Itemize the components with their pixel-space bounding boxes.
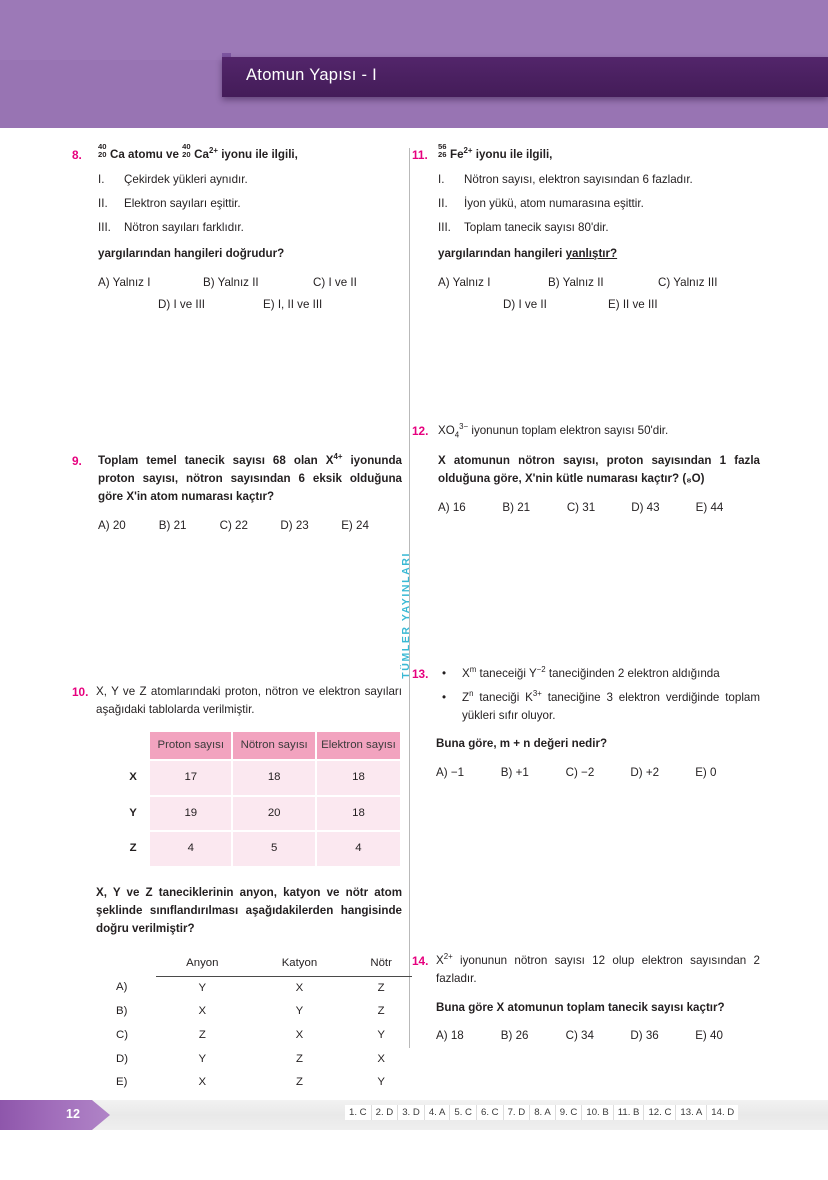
roman-label: I. [98,172,105,186]
column-header-proton: Proton sayısı [149,731,232,760]
answer-key-item: 12. C [644,1105,676,1120]
matrix-corner-cell [112,952,156,976]
option-e[interactable]: E) I, II ve III [263,297,323,311]
question-14-text-pre: X [436,953,444,967]
table-row [118,831,401,867]
option-b[interactable]: B) +1 [500,765,529,779]
row-label: Y [129,806,137,819]
option-e[interactable]: E) 40 [695,1029,723,1043]
option-d[interactable]: D) 23 [280,518,309,532]
option-b[interactable]: B) 21 [158,518,187,532]
bullet-text-pre: X [462,666,470,680]
answer-key-item: 14. D [707,1105,738,1120]
question-11-options-row-2 [438,296,760,314]
bullet-item [436,665,760,683]
answer-key-item: 1. C [345,1105,372,1120]
matrix-row-label: D) [116,1052,129,1065]
roman-item [438,219,760,237]
question-11-ask-emphasis: yanlıştır? [565,246,618,260]
cell-proton: 19 [149,796,232,832]
bullet-text-mid: taneciği K [473,690,533,704]
question-9-superscript: 4+ [333,451,343,461]
isotope-mass-number: 40 [98,142,107,152]
matrix-cell-katyon: X [295,981,304,994]
matrix-header-katyon: Katyon [249,952,351,976]
matrix-cell-notr: X [377,1052,385,1065]
question-12 [412,422,760,517]
option-e[interactable]: E) 24 [341,518,369,532]
header-fade [0,112,828,128]
isotope-atomic-number-2: 20 [182,150,191,160]
bullet-dot-icon: • [442,666,447,680]
option-c[interactable]: C) 31 [566,500,596,514]
cell-neutron: 20 [232,796,315,832]
question-11-stem [438,142,760,164]
column-header-neutron: Nötron sayısı [232,731,315,760]
page-title: Atomun Yapısı - I [246,66,378,84]
cell-neutron: 18 [232,760,315,796]
isotope-ca-40 [98,142,125,164]
bullet-text-post: taneciğinden 2 elektron aldığında [545,666,720,680]
page-number-badge [0,1100,110,1130]
option-a[interactable]: A) 18 [436,1029,464,1043]
answer-key-item: 13. A [676,1105,707,1120]
option-b[interactable]: B) 26 [500,1029,529,1043]
roman-text: Toplam tanecik sayısı 80'dir. [464,220,609,234]
option-a[interactable]: A) −1 [436,765,465,779]
question-14-ask: Buna göre X atomunun toplam tanecik sayısı kaçtır? [436,1000,725,1014]
question-8-stem-mid: atomu ve [124,148,183,161]
cell-proton: 4 [149,831,232,867]
matrix-row-option-a[interactable] [112,976,412,1000]
question-11-ask-prefix: yargılarından hangileri [438,246,566,260]
question-8-ask: yargılarından hangileri doğrudur? [98,246,285,260]
isotope-fe-56 [438,142,464,164]
option-b[interactable]: B) Yalnız II [203,275,259,289]
question-9-number: 9. [72,453,82,468]
matrix-header-anyon: Anyon [156,952,249,976]
answer-key-item: 11. B [614,1105,645,1120]
question-9 [72,452,402,535]
roman-text: Elektron sayıları eşittir. [124,196,241,210]
question-8-number: 8. [72,148,82,162]
question-8-options-row-1 [98,274,402,292]
cell-electron: 4 [316,831,401,867]
question-12-intro [438,422,760,440]
question-14-text-post: iyonunun nötron sayısı 12 olup elektron sayısından 2 fazladır. [436,953,760,985]
isotope-mass-number: 56 [438,142,447,152]
classification-option-matrix [112,952,412,1095]
answer-key-item: 5. C [450,1105,477,1120]
bullet-superscript-2: −2 [536,664,546,674]
isotope-atomic-number: 20 [98,150,107,160]
option-d[interactable]: D) I ve II [503,297,547,311]
roman-item [438,195,760,213]
question-9-text-a: Toplam temel tanecik sayısı 68 olan X [98,453,334,467]
header-band-top [0,0,828,60]
roman-item [98,171,402,189]
option-a[interactable]: A) Yalnız I [438,275,491,289]
question-12-formula-base: XO [438,423,455,437]
question-12-options [438,499,760,517]
page-number: 12 [66,1107,80,1121]
matrix-header-row [112,952,412,976]
question-8-stem [98,142,402,164]
answer-key-item: 3. D [398,1105,425,1120]
matrix-row-option-d[interactable] [112,1048,412,1072]
roman-text: Nötron sayısı, elektron sayısından 6 fazladır. [464,172,693,186]
matrix-row-option-e[interactable] [112,1071,412,1095]
question-11-stem-end: iyonu ile ilgili, [472,148,553,161]
question-13-number: 13. [412,666,429,681]
matrix-cell-anyon: X [198,1005,207,1018]
question-11-options-row-1 [438,274,760,292]
isotope-charge-2: 2+ [209,146,218,156]
table-row [118,796,401,832]
question-11 [412,142,760,314]
matrix-cell-katyon: Z [295,1076,303,1089]
left-column [72,142,402,1095]
answer-key-item: 10. B [582,1105,613,1120]
isotope-symbol: Fe [450,148,464,161]
question-14-superscript: 2+ [443,951,453,961]
matrix-cell-anyon: Z [198,1028,206,1041]
option-b[interactable]: B) Yalnız II [548,275,604,289]
roman-text: İyon yükü, atom numarasına eşittir. [464,196,644,210]
option-c[interactable]: C) I ve II [313,275,357,289]
row-label: Z [129,842,137,855]
isotope-mass-number-2: 40 [182,142,191,152]
particle-counts-table [118,730,402,868]
matrix-row-label: C) [116,1028,129,1041]
table-row [118,760,401,796]
roman-label: I. [438,172,445,186]
option-e[interactable]: E) 0 [695,765,717,779]
bullet-superscript-2: 3+ [532,688,542,698]
option-a[interactable]: A) 16 [438,500,466,514]
question-8 [72,142,402,314]
question-10-ask: X, Y ve Z taneciklerinin anyon, katyon ve nötr atom şeklinde sınıflandırılması aşağıdakilerden hangisinde doğru verilmiştir? [96,886,402,935]
table-corner-cell [118,731,149,760]
question-10-number: 10. [72,684,89,699]
question-12-intro-end: iyonunun toplam elektron sayısı 50'dir. [468,423,669,437]
question-10 [72,683,402,1095]
question-11-roman-list [438,171,760,237]
answer-key-item: 2. D [372,1105,399,1120]
question-13 [412,665,760,782]
bullet-dot-icon: • [442,690,447,704]
roman-item [98,219,402,237]
isotope-symbol-2: Ca [194,148,209,161]
question-14 [412,952,760,1046]
right-column [412,142,760,1045]
cell-proton: 17 [149,760,232,796]
isotope-symbol: Ca [110,148,125,161]
question-11-ask [438,245,760,263]
roman-text: Çekirdek yükleri aynıdır. [124,172,248,186]
question-9-stem [98,452,402,506]
option-c[interactable]: C) 34 [565,1029,594,1043]
question-12-ask: X atomunun nötron sayısı, proton sayısından 1 fazla olduğuna göre, X'nin kütle numarası kaçtır? (₈O) [438,453,760,485]
roman-label: III. [438,220,451,234]
question-9-text-b: iyonunda proton sayısı, nötron sayısından 6 eksik olduğuna göre X'in atom numarası kaçtır? [98,453,402,503]
question-8-options-row-2 [98,296,402,314]
matrix-cell-katyon: Y [295,1005,304,1018]
question-12-number: 12. [412,423,429,438]
bullet-text-mid: taneceiği Y [476,666,537,680]
matrix-cell-anyon: Y [198,981,207,994]
answer-key-item: 6. C [477,1105,504,1120]
option-e[interactable]: E) 44 [695,500,724,514]
option-c[interactable]: C) −2 [565,765,595,779]
answer-key-item: 8. A [530,1105,556,1120]
option-d[interactable]: D) +2 [630,765,660,779]
roman-label: III. [98,220,111,234]
matrix-row-label: B) [116,1005,128,1018]
question-8-stem-end: iyonu ile ilgili, [217,148,298,161]
option-b[interactable]: B) 21 [502,500,531,514]
question-14-options [436,1027,760,1045]
roman-text: Nötron sayıları farklıdır. [124,220,244,234]
question-14-intro [436,952,760,988]
option-d[interactable]: D) 43 [631,500,660,514]
roman-label: II. [438,196,448,210]
publisher-watermark: TÜMLER YAYINLARI [400,552,412,679]
row-label: X [129,771,137,784]
matrix-header-notr: Nötr [350,952,412,976]
bullet-superscript-1: m [469,664,477,674]
question-13-options [436,764,760,782]
bullet-superscript-1: n [469,688,474,698]
question-13-ask: Buna göre, m + n değeri nedir? [436,736,608,750]
isotope-ca-40-ion [182,142,209,164]
cell-electron: 18 [316,796,401,832]
option-c[interactable]: C) Yalnız III [658,275,718,289]
bullet-text-pre: Z [462,690,470,704]
cell-neutron: 5 [232,831,315,867]
option-e[interactable]: E) II ve III [608,297,658,311]
option-d[interactable]: D) 36 [630,1029,659,1043]
option-d[interactable]: D) I ve III [158,297,206,311]
matrix-cell-notr: Y [377,1076,385,1089]
isotope-charge: 2+ [463,146,473,156]
answer-key [345,1105,738,1120]
matrix-row-option-b[interactable] [112,1000,412,1024]
roman-item [98,195,402,213]
question-12-formula-subscript: 4 [454,430,460,440]
bullet-item [436,689,760,725]
answer-key-item: 4. A [425,1105,451,1120]
matrix-cell-anyon: Y [198,1052,207,1065]
matrix-cell-notr: Z [377,1005,385,1018]
question-8-roman-list [98,171,402,237]
matrix-cell-katyon: Z [295,1052,303,1065]
matrix-row-label: E) [116,1076,128,1089]
question-9-options [98,517,402,535]
matrix-cell-katyon: X [295,1028,304,1041]
roman-item [438,171,760,189]
matrix-cell-notr: Z [377,981,385,994]
isotope-atomic-number: 26 [438,150,447,160]
question-10-intro: X, Y ve Z atomlarındaki proton, nötron ve elektron sayıları aşağıdaki tablolarda verilmiştir. [96,684,402,716]
cell-electron: 18 [316,760,401,796]
option-a[interactable]: A) Yalnız I [98,275,151,289]
option-c[interactable]: C) 22 [219,518,248,532]
matrix-row-label: A) [116,981,128,994]
table-header-row [118,731,401,760]
matrix-row-option-c[interactable] [112,1024,412,1048]
question-11-number: 11. [412,148,428,162]
question-12-formula-superscript: 3− [459,421,469,431]
option-a[interactable]: A) 20 [98,518,126,532]
answer-key-item: 9. C [556,1105,583,1120]
matrix-cell-notr: Y [377,1028,385,1041]
roman-label: II. [98,196,108,210]
question-14-number: 14. [412,953,429,968]
column-header-electron: Elektron sayısı [316,731,401,760]
bullet-text-post: taneciğine 3 elektron verdiğinde toplam yükleri sıfır oluyor. [462,690,760,722]
answer-key-item: 7. D [504,1105,531,1120]
matrix-cell-anyon: X [198,1076,207,1089]
